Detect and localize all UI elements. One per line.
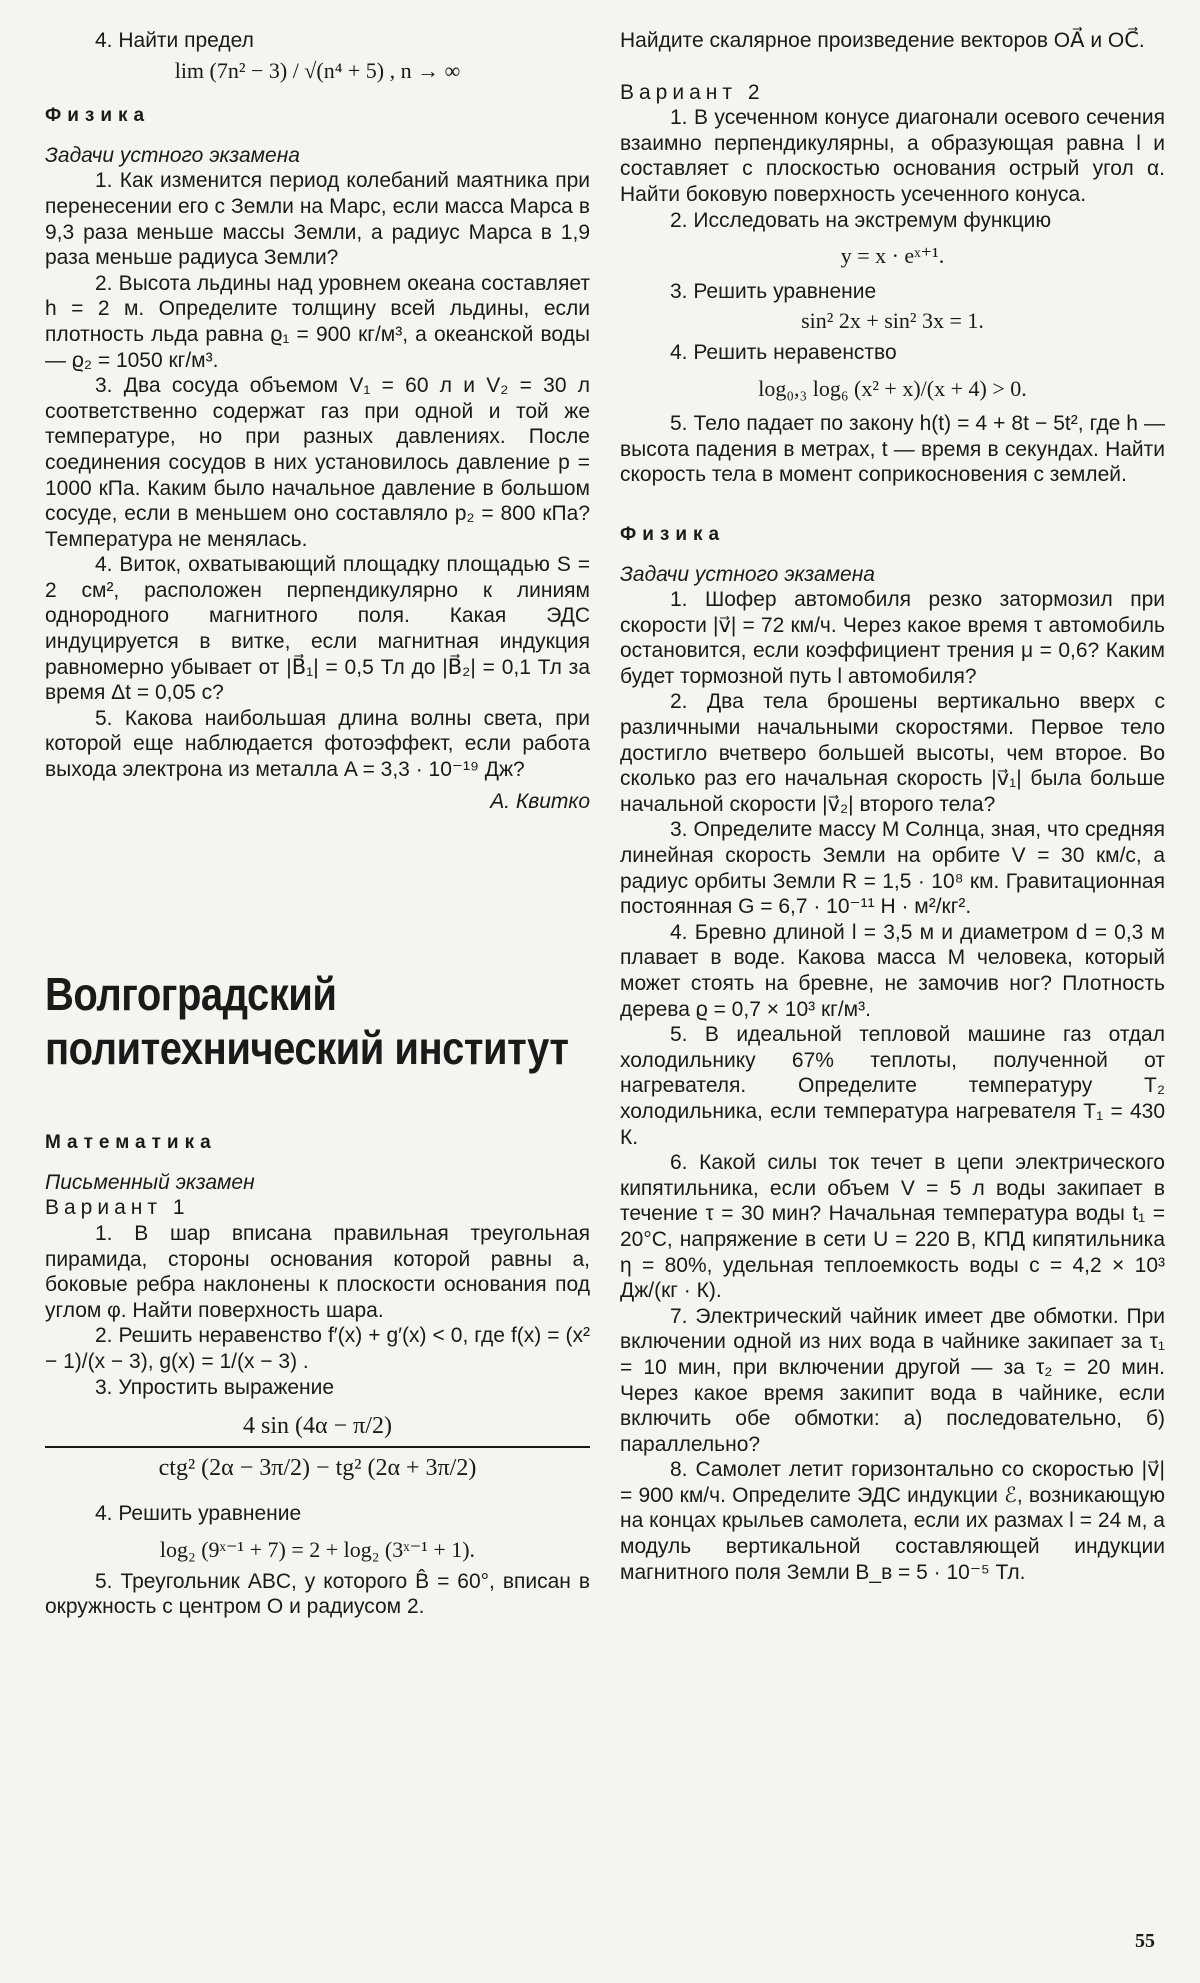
page-number: 55 — [1135, 1930, 1155, 1952]
institute-title-line-2: политехнический институт — [45, 1023, 569, 1075]
math-v2-problem-5: 5. Тело падает по закону h(t) = 4 + 8t − 5t², где h — высота падения в метрах, t — время в секундах. Найти скорость тела в момент соприкосновения с землей. — [620, 412, 1165, 487]
physics-2-problem-4: 4. Бревно длиной l = 3,5 м и диаметром d = 0,3 м плавает в воде. Какова масса M человека, который может стоять на бревне, не замочив ног? Плотность дерева ϱ = 0,7 × 10³ кг/м³. — [620, 920, 1165, 1021]
function-formula: y = x · eˣ⁺¹. — [840, 243, 945, 269]
right-column — [620, 28, 1165, 1585]
physics-problem-1: 1. Как изменится период колебаний маятника при перенесении его с Земли на Марс, если масса Марса в 9,3 раза меньше массы Земли, а радиус Марса в 1,9 раза меньше радиуса Земли? — [45, 169, 590, 270]
physics-subhead-2: Задачи устного экзамена — [620, 562, 875, 586]
math-v2-problem-1: 1. В усеченном конусе диагонали осевого сечения взаимно перпендикулярны, а образующая равна l и составляет с плоскостью основания острый угол α. Найти боковую поверхность усеченного конуса. — [620, 106, 1165, 206]
physics-heading-2: Физика — [620, 523, 726, 545]
math-v1-problem-5: 5. Треугольник ABC, у которого B̂ = 60°, вписан в окружность с центром O и радиусом 2. — [45, 1569, 590, 1619]
physics-2-problem-2: 2. Два тела брошены вертикально вверх с различными начальными скоростями. Первое тело достигло вчетверо большей высоты, чем второе. Во сколько раз его начальная скорость |v⃗₁| была больше начальной скорости |v⃗₂| второго тела? — [620, 690, 1165, 816]
math-v1-problem-4: 4. Решить уравнение — [95, 1502, 302, 1526]
left-column — [45, 28, 590, 1620]
math-v1-problem-2: 2. Решить неравенство f′(x) + g′(x) < 0, где f(x) = (x² − 1)/(x − 3), g(x) = 1/(x − 3) . — [45, 1324, 590, 1373]
limit-formula: lim (7n² − 3) / √(n⁴ + 5) , n → ∞ — [174, 57, 461, 83]
physics-problem-5: 5. Какова наибольшая длина волны света, при которой еще наблюдается фотоэффект, если работа выхода электрона из металла A = 3,3 · 10⁻¹⁹ Дж? — [45, 706, 590, 782]
physics-2-problem-7: 7. Электрический чайник имеет две обмотки. При включении одной из них вода в чайнике закипает за τ₁ = 10 мин, при включении другой — за τ₂ = 20 мин. Через какое время закипит вода в чайнике, если включить обе обмотки: а) последовательно, б) параллельно? — [620, 1304, 1165, 1456]
math-problem-4: 4. Найти предел — [95, 29, 254, 52]
physics-2-problem-1: 1. Шофер автомобиля резко затормозил при скорости |v⃗| = 72 км/ч. Через какое время τ автомобиль остановится, если коэффициент трения μ = 0,6? Каким будет тормозной путь l автомобиля? — [620, 588, 1165, 688]
vector-continuation: Найдите скалярное произведение векторов OA⃗ и OC⃗. — [620, 29, 1145, 52]
expression-numerator: 4 sin (4α − π/2) — [243, 1413, 392, 1440]
institute-title-line-1: Волгоградский — [45, 969, 337, 1021]
physics-problem-2: 2. Высота льдины над уровнем океана составляет h = 2 м. Определите толщину всей льдины, если плотность льда равна ϱ₁ = 900 кг/м³, а океанской воды — ϱ₂ = 1050 кг/м³. — [45, 271, 590, 372]
fraction-bar — [45, 1446, 590, 1448]
math-subhead: Письменный экзамен — [45, 1170, 255, 1194]
math-v2-problem-4: 4. Решить неравенство — [670, 340, 897, 364]
math-v2-problem-2: 2. Исследовать на экстремум функцию — [670, 208, 1052, 232]
physics-2-problem-3: 3. Определите массу M Солнца, зная, что средняя линейная скорость Земли на орбите V = 30 км/с, а радиус орбиты Земли R = 1,5 · 10⁸ км. Гравитационная постоянная G = 6,7 · 10⁻¹¹ Н · м²/кг². — [620, 818, 1165, 919]
physics-problem-3: 3. Два сосуда объемом V₁ = 60 л и V₂ = 30 л соответственно содержат газ при одной и той же температуре, но при разных давлениях. После соединения сосудов в них установилось давление p = 1000 кПа. Каким было начальное давление в большом сосуде, если в меньшем оно составляло p₂ = 800 кПа? Температура не менялась. — [45, 374, 590, 551]
physics-problem-4: 4. Виток, охватывающий площадку площадью S = 2 см², расположен перпендикулярно к линиям однородного магнитного поля. Какая ЭДС индуцируется в витке, если магнитная индукция равномерно убывает от |B⃗₁| = 0,5 Тл до |B⃗₂| = 0,1 Тл за время Δt = 0,05 с? — [45, 553, 590, 705]
math-v1-problem-3: 3. Упростить выражение — [95, 1375, 335, 1399]
math-heading: Математика — [45, 1132, 217, 1154]
author-signature: А. Квитко — [490, 789, 590, 813]
physics-2-problem-5: 5. В идеальной тепловой машине газ отдал холодильнику 67% теплоты, полученной от нагревателя. Определите температуру T₂ холодильника, если температура нагревателя T₁ = 430 К. — [620, 1023, 1165, 1149]
equation-4: log₂ (9ˣ⁻¹ + 7) = 2 + log₂ (3ˣ⁻¹ + 1). — [159, 1536, 476, 1562]
log-inequality: log₀,₃ log₆ (x² + x)/(x + 4) > 0. — [758, 375, 1027, 401]
trig-equation: sin² 2x + sin² 3x = 1. — [801, 308, 984, 334]
variant-2-label: Вариант 2 — [620, 80, 765, 104]
expression-denominator: ctg² (2α − 3π/2) − tg² (2α + 3π/2) — [158, 1454, 477, 1481]
physics-heading: Физика — [45, 105, 151, 127]
physics-subhead: Задачи устного экзамена — [45, 143, 300, 167]
physics-2-problem-6: 6. Какой силы ток течет в цепи электрического кипятильника, если объем V = 5 л воды закипает в течение τ = 30 мин? Начальная температура воды t₁ = 20°C, напряжение в сети U = 220 В, КПД кипятильника η = 80%, удельная теплоемкость воды c = 4,2 × 10³ Дж/(кг · К). — [620, 1151, 1165, 1303]
math-v2-problem-3: 3. Решить уравнение — [670, 279, 877, 303]
physics-2-problem-8: 8. Самолет летит горизонтально со скоростью |v⃗| = 900 км/ч. Определите ЭДС индукции ℰ, возникающую на концах крыльев самолета, если их размах l = 24 м, а модуль вертикальной составляющей индукции магнитного поля Земли B_в = 5 · 10⁻⁵ Тл. — [620, 1458, 1165, 1584]
variant-1-label: Вариант 1 — [45, 1196, 190, 1220]
math-v1-problem-1: 1. В шар вписана правильная треугольная пирамида, стороны основания которой равны a, боковые ребра наклонены к плоскости основания под углом φ. Найти поверхность шара. — [45, 1222, 590, 1322]
